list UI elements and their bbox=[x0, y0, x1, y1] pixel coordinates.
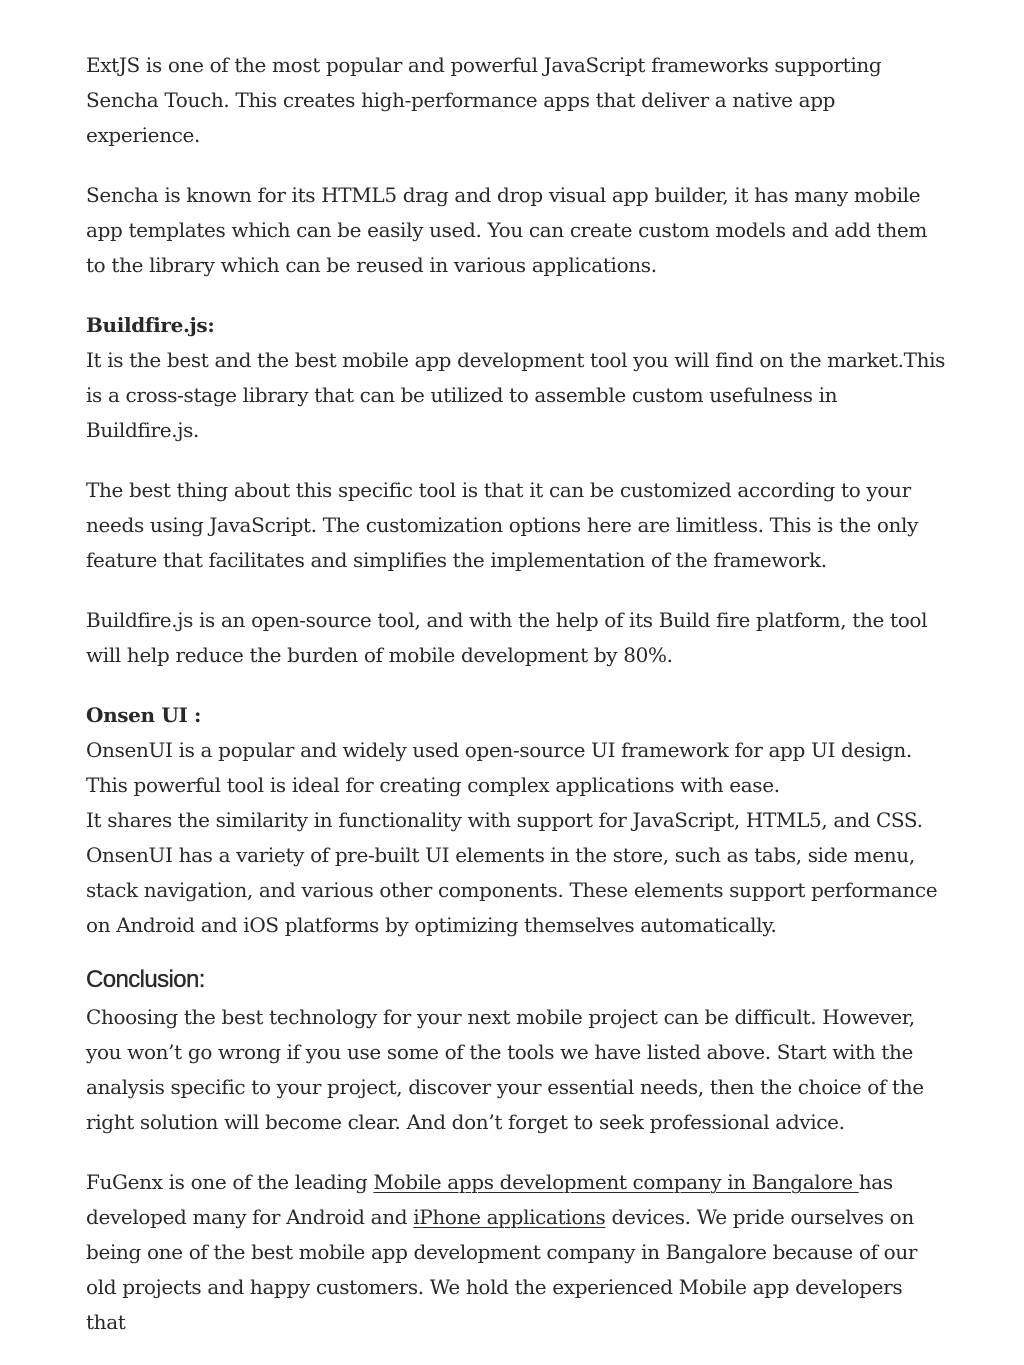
mobile-apps-company-link[interactable]: Mobile apps development company in Bangalore bbox=[373, 1170, 859, 1194]
buildfire-paragraph-1: It is the best and the best mobile app development tool you will find on the market.This is a cross-stage library that can be utilized to assemble custom usefulness in Buildfire.js. bbox=[86, 348, 946, 442]
article-body bbox=[86, 48, 946, 1365]
buildfire-heading: Buildfire.js: bbox=[86, 313, 215, 337]
buildfire-paragraph-3: Buildfire.js is an open-source tool, and with the help of its Build fire platform, the tool will help reduce the burden of mobile development by 80%. bbox=[86, 608, 928, 667]
fugenx-text-start: FuGenx is one of the leading bbox=[86, 1170, 374, 1194]
iphone-applications-link[interactable]: iPhone applications bbox=[413, 1205, 606, 1229]
paragraph-sencha: Sencha is known for its HTML5 drag and drop visual app builder, it has many mobile app templates which can be easily used. You can create custom models and add them to the library which can be reused in various applications. bbox=[86, 183, 927, 277]
fugenx-text-end: devices. We pride ourselves on being one of the best mobile app development company in Bangalore because of our old projects and happy customers. We hold the experienced Mobile app developers that bbox=[86, 1205, 918, 1334]
onsen-section bbox=[86, 698, 946, 943]
onsen-heading: Onsen UI : bbox=[86, 703, 202, 727]
buildfire-section bbox=[86, 308, 946, 448]
fugenx-text-middle: has developed many for Android and bbox=[86, 1170, 893, 1229]
conclusion-paragraph-1: Choosing the best technology for your next mobile project can be difficult. However, you won’t go wrong if you use some of the tools we have listed above. Start with the analysis specific to your project, discover your essential needs, then the choice of the right solution will become clear. And don’t forget to seek professional advice. bbox=[86, 1005, 924, 1134]
conclusion-heading: Conclusion: bbox=[86, 966, 205, 993]
onsen-text-2: It shares the similarity in functionality with support for JavaScript, HTML5, and CSS. OnsenUI has a variety of pre-built UI elements in the store, such as tabs, side menu, stack navigation, and various other components. These elements support performance on Android and iOS platforms by optimizing themselves automatically. bbox=[86, 808, 938, 937]
onsen-text-1: OnsenUI is a popular and widely used open-source UI framework for app UI design. This powerful tool is ideal for creating complex applications with ease. bbox=[86, 738, 912, 797]
paragraph-extjs: ExtJS is one of the most popular and powerful JavaScript frameworks supporting Sencha Touch. This creates high-performance apps that deliver a native app experience. bbox=[86, 53, 882, 147]
buildfire-paragraph-2: The best thing about this specific tool is that it can be customized according to your needs using JavaScript. The customization options here are limitless. This is the only feature that facilitates and simplifies the implementation of the framework. bbox=[86, 478, 919, 572]
conclusion-paragraph-2 bbox=[86, 1165, 946, 1340]
